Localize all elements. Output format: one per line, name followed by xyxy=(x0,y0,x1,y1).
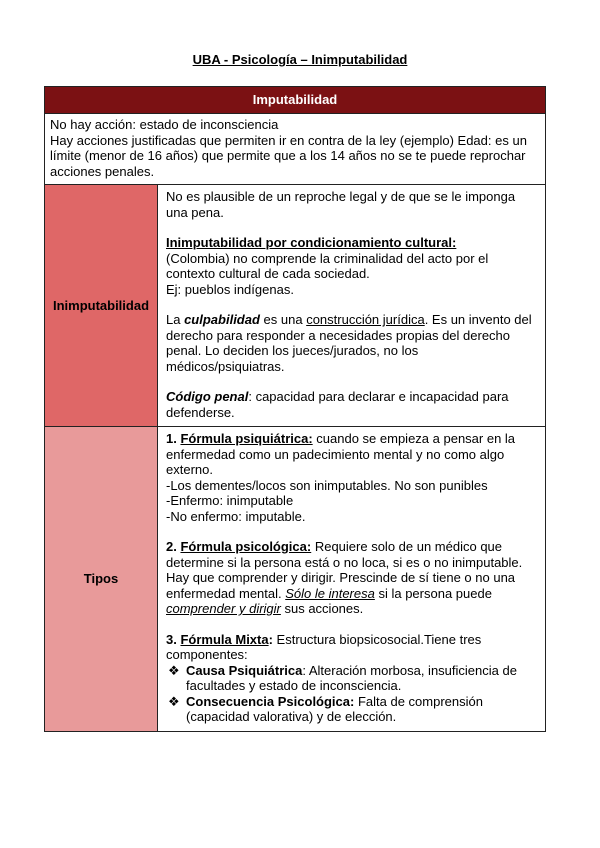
formula-mixta-title: Fórmula Mixta xyxy=(180,631,269,647)
cultural-text: (Colombia) no comprende la criminalidad del acto por el contexto cultural de cada sociedad. xyxy=(166,250,489,281)
codigo-penal-paragraph: Código penal: capacidad para declarar e incapacidad para defenderse. xyxy=(166,389,509,420)
intro-line-1: No hay acción: estado de inconsciencia xyxy=(50,117,279,132)
formula-psicologica: 2. Fórmula psicológica: Requiere solo de un médico que determine si la persona está o no loca, si es o no inimputable. Hay que comprender y dirigir. Prescinde de sí tiene o no una enfermedad mental. Sólo le interesa si la persona puede comprender y dirigir sus acciones. xyxy=(166,539,523,616)
imputabilidad-table xyxy=(44,86,546,732)
culpabilidad-term: culpabilidad xyxy=(184,312,260,327)
cultural-heading: Inimputabilidad por condicionamiento cultural: xyxy=(166,235,457,250)
list-item: ❖ Causa Psiquiátrica: Alteración morbosa, insuficiencia de facultades y estado de inconsciencia. xyxy=(168,662,517,693)
document-title: UBA - Psicología – Inimputabilidad xyxy=(192,52,408,67)
comprender-y-dirigir: comprender y dirigir xyxy=(166,601,281,616)
codigo-penal-term: Código penal xyxy=(166,389,249,404)
intro-line-2: Hay acciones justificadas que permiten ir en contra de la ley (ejemplo) Edad: es un límite (menor de 16 años) que permite que a los 14 años no se te puede reprochar acciones penales. xyxy=(50,132,527,179)
formula-mixta: 3. Fórmula Mixta: Estructura biopsicosocial.Tiene tres componentes: xyxy=(166,631,482,662)
inimputabilidad-content xyxy=(158,185,546,427)
list-item: -No enfermo: imputable. xyxy=(166,508,306,524)
causa-psiquiatrica-term: Causa Psiquiátrica xyxy=(186,662,303,678)
row-label-inimputabilidad: Inimputabilidad xyxy=(45,185,158,427)
formula-psiquiatrica-title: Fórmula psiquiátrica: xyxy=(180,431,313,446)
solo-le-interesa: Sólo le interesa xyxy=(285,585,375,601)
diamond-bullet-icon: ❖ xyxy=(168,693,180,709)
culpabilidad-paragraph: La culpabilidad es una construcción jurídica. Es un invento del derecho para responder a necesidades propias del derecho penal. Lo deciden los jueces/jurados, no los médicos/psiquiatras. xyxy=(166,312,532,374)
cultural-example: Ej: pueblos indígenas. xyxy=(166,281,294,297)
row-label-tipos: Tipos xyxy=(45,427,158,732)
diamond-bullet-icon: ❖ xyxy=(168,662,180,678)
list-item: ❖ Consecuencia Psicológica: Falta de comprensión (capacidad valorativa) y de elección. xyxy=(168,693,483,724)
inimputabilidad-definition: No es plausible de un reproche legal y de que se le imponga una pena. xyxy=(166,189,516,220)
tipos-content xyxy=(158,427,546,732)
formula-psiquiatrica: 1. Fórmula psiquiátrica: cuando se empieza a pensar en la enfermedad como un padecimiento mental y no como algo externo. xyxy=(166,431,516,477)
consecuencia-psicologica-term: Consecuencia Psicológica: xyxy=(186,693,355,709)
table-header: Imputabilidad xyxy=(45,87,546,114)
list-item: -Los dementes/locos son inimputables. No son punibles xyxy=(166,477,488,493)
construccion-juridica: construcción jurídica xyxy=(306,312,425,327)
list-item: -Enfermo: inimputable xyxy=(166,493,294,508)
formula-psicologica-title: Fórmula psicológica: xyxy=(180,539,312,554)
intro-cell xyxy=(45,114,546,185)
